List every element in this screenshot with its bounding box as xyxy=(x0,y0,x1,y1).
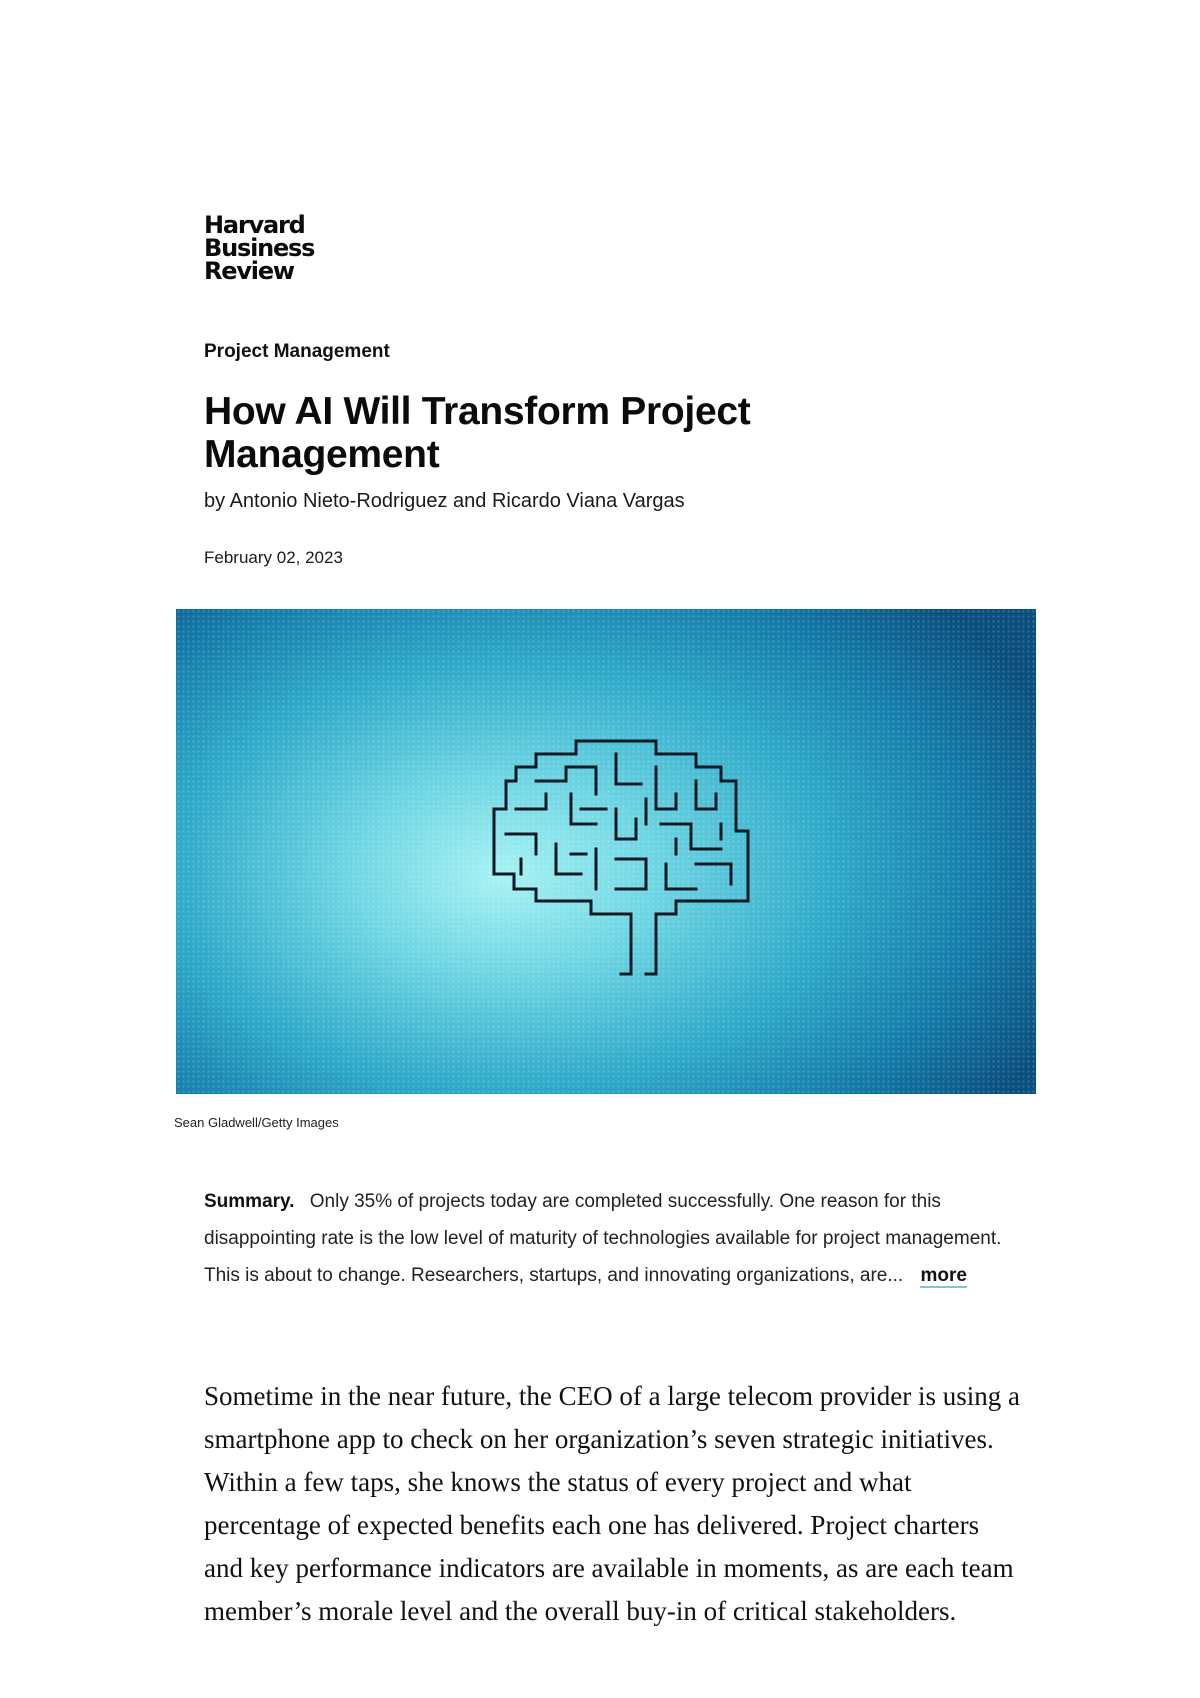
image-credit: Sean Gladwell/Getty Images xyxy=(174,1115,339,1130)
brain-maze-icon xyxy=(176,609,1036,1094)
article-title: How AI Will Transform Project Management xyxy=(204,390,751,476)
summary-label: Summary. xyxy=(204,1191,295,1212)
hero-image xyxy=(176,609,1036,1094)
article-date: February 02, 2023 xyxy=(204,548,343,567)
article-category[interactable]: Project Management xyxy=(204,341,390,362)
logo-line-1: Harvard xyxy=(204,211,305,239)
article-summary xyxy=(204,1183,1004,1294)
hbr-logo[interactable] xyxy=(204,211,315,285)
article-body-paragraph: Sometime in the near future, the CEO of a large telecom provider is using a smartphone app to check on her organization’s seven strategic initiatives. Within a few taps, she knows the status of every project and what percentage of expected benefits each one has delivered. Project charters and key performance indicators are available in moments, as are each team member’s morale level and the overall buy-in of critical stakeholders. xyxy=(204,1381,1021,1626)
article-byline: by Antonio Nieto-Rodriguez and Ricardo Viana Vargas xyxy=(204,490,685,512)
summary-text: Only 35% of projects today are completed successfully. One reason for this disappointing rate is the low level of maturity of technologies available for project management. This is about to change. Researchers, startups, and innovating organizations, are... xyxy=(204,1191,1002,1286)
logo-line-3: Review xyxy=(204,257,294,285)
logo-line-2: Business xyxy=(204,234,315,262)
more-link[interactable]: more xyxy=(920,1265,967,1286)
